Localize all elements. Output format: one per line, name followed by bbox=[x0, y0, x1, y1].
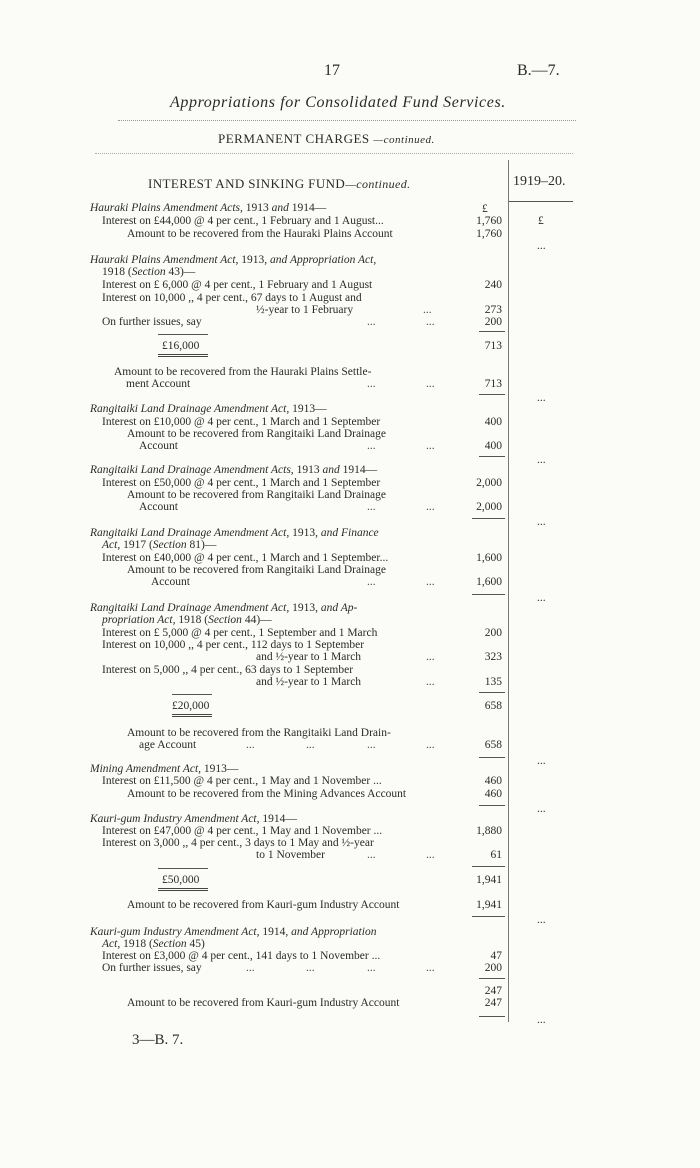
b5-title-act: Rangitaiki Land Drainage Amendment Act, bbox=[90, 527, 290, 539]
pound-sign-col1: £ bbox=[482, 203, 488, 215]
b2-value-4: 713 bbox=[484, 340, 502, 352]
b6-title2-end: 44)— bbox=[241, 614, 272, 626]
b2-line-4: On further issues, say bbox=[102, 316, 202, 328]
b5-title-year: 1913, bbox=[289, 527, 321, 539]
b5-end-rule bbox=[472, 594, 505, 595]
b8-total-rule-bottom bbox=[158, 888, 208, 891]
b4-title-end: 1914— bbox=[339, 464, 378, 476]
b6-value-4: 658 bbox=[484, 700, 502, 712]
b1-title-act: Hauraki Plains Amendment Acts, bbox=[90, 202, 243, 214]
b9-value-1: 47 bbox=[490, 950, 502, 962]
b6-line-1: Interest on £ 5,000 @ 4 per cent., 1 September and 1 March bbox=[102, 627, 378, 639]
column-divider-left bbox=[508, 160, 509, 1022]
b3-title-act: Rangitaiki Land Drainage Amendment Act, bbox=[90, 403, 290, 415]
b9-line-3: Amount to be recovered from Kauri-gum Industry Account bbox=[127, 997, 400, 1009]
b6-value-2: 323 bbox=[484, 651, 502, 663]
b4-line-1: Interest on £50,000 @ 4 per cent., 1 March and 1 September bbox=[102, 477, 381, 489]
b6-value-3: 135 bbox=[484, 676, 502, 688]
page-number: 17 bbox=[324, 62, 340, 79]
b1-title-year: 1913 bbox=[242, 202, 272, 214]
b3-year-ellipsis: ... bbox=[537, 454, 546, 466]
b5-title2-section: Section bbox=[152, 539, 187, 551]
b8-value-2: 61 bbox=[490, 849, 502, 861]
b7-value-1: 460 bbox=[484, 775, 502, 787]
subtitle-continued: —continued. bbox=[373, 134, 435, 146]
b6-sum-rule bbox=[479, 692, 505, 693]
b6-value-1: 200 bbox=[484, 627, 502, 639]
b2-total: £16,000 bbox=[162, 340, 200, 352]
b2-line-1: Interest on £ 6,000 @ 4 per cent., 1 February and 1 August bbox=[102, 279, 373, 291]
b1-title bbox=[90, 202, 326, 215]
b9-title2-year: 1918 ( bbox=[120, 938, 153, 950]
b7-title-year: 1913— bbox=[201, 763, 239, 775]
b2-value-3: 200 bbox=[484, 316, 502, 328]
b6-title2-act: propriation Act, bbox=[102, 614, 176, 626]
b9-dots-1: ... bbox=[246, 962, 255, 974]
page-title: Appropriations for Consolidated Fund Services. bbox=[170, 94, 506, 111]
b3-value-2: 400 bbox=[484, 440, 502, 452]
section-heading bbox=[148, 176, 411, 192]
b6-line-2: Interest on 10,000 ,, 4 per cent., 112 days to 1 September bbox=[102, 639, 365, 651]
b3-title bbox=[90, 403, 327, 416]
b9-dots-4: ... bbox=[426, 962, 435, 974]
b6-year-ellipsis: ... bbox=[537, 755, 546, 767]
b8-value-4: 1,941 bbox=[476, 899, 502, 911]
b1-year-ellipsis: ... bbox=[537, 240, 546, 252]
section-heading-cont: —continued. bbox=[345, 177, 411, 191]
b1-line-2: Amount to be recovered from the Hauraki Plains Account bbox=[127, 228, 393, 240]
b3-end-rule bbox=[479, 456, 505, 457]
b8-line-3: to 1 November bbox=[256, 849, 325, 861]
b5-title-line-2 bbox=[102, 539, 216, 552]
pound-sign-col2: £ bbox=[538, 215, 544, 227]
b6-line-7: age Account bbox=[139, 739, 197, 751]
b8-sum-rule bbox=[472, 866, 505, 867]
b5-year-ellipsis: ... bbox=[537, 592, 546, 604]
b5-line-3: Account bbox=[151, 576, 190, 588]
b3-dots-1: ... bbox=[367, 440, 376, 452]
b4-title-year: 1913 bbox=[293, 464, 323, 476]
section-subtitle bbox=[218, 131, 435, 147]
b9-sum-rule bbox=[479, 978, 505, 979]
b2-line-5: Amount to be recovered from the Hauraki Plains Settle- bbox=[114, 366, 372, 378]
b6-dots-3: ... bbox=[246, 739, 255, 751]
b6-dots-6: ... bbox=[426, 739, 435, 751]
b3-title-year: 1913— bbox=[289, 403, 327, 415]
b3-line-1: Interest on £10,000 @ 4 per cent., 1 March and 1 September bbox=[102, 416, 381, 428]
document-code: B.—7. bbox=[517, 62, 560, 79]
b6-total: £20,000 bbox=[172, 700, 210, 712]
b4-value-2: 2,000 bbox=[476, 501, 502, 513]
b2-line-3: ½-year to 1 February bbox=[256, 304, 354, 316]
b3-dots-2: ... bbox=[426, 440, 435, 452]
b6-title-act: Rangitaiki Land Drainage Amendment Act, bbox=[90, 602, 290, 614]
b4-year-ellipsis: ... bbox=[537, 516, 546, 528]
b8-line-4: Amount to be recovered from Kauri-gum Industry Account bbox=[127, 899, 400, 911]
b2-end-rule bbox=[479, 394, 505, 395]
b5-value-2: 1,600 bbox=[476, 576, 502, 588]
b4-end-rule bbox=[472, 518, 505, 519]
b1-title-and: and bbox=[271, 202, 289, 214]
b8-total-rule-top bbox=[158, 868, 208, 869]
b2-dots-4: ... bbox=[367, 378, 376, 390]
b3-value-1: 400 bbox=[484, 416, 502, 428]
b5-title2-end: 81)— bbox=[186, 539, 217, 551]
b2-dots-2: ... bbox=[367, 316, 376, 328]
b6-line-6: Amount to be recovered from the Rangitaiki Land Drain- bbox=[127, 727, 391, 739]
b6-total-rule-bottom bbox=[172, 714, 212, 717]
b2-total-rule-top bbox=[158, 334, 208, 335]
b2-title-act: Hauraki Plains Amendment Act, bbox=[90, 254, 239, 266]
b2-total-rule-bottom bbox=[158, 354, 208, 357]
b2-title-year: 1913, bbox=[238, 254, 271, 266]
b2-title2-year: 1918 ( bbox=[102, 266, 132, 278]
b2-dots-5: ... bbox=[426, 378, 435, 390]
b1-line-1: Interest on £44,000 @ 4 per cent., 1 February and 1 August... bbox=[102, 215, 384, 227]
b3-line-3: Account bbox=[139, 440, 178, 452]
b8-total: £50,000 bbox=[162, 874, 200, 886]
b8-title-year: 1914— bbox=[259, 813, 297, 825]
b2-title-line-2 bbox=[102, 266, 195, 279]
b6-title-approp: and Ap- bbox=[320, 602, 358, 614]
b6-line-5: and ½-year to 1 March bbox=[256, 676, 362, 688]
b6-title2-section: Section bbox=[208, 614, 242, 626]
b9-title2-act: Act, bbox=[102, 938, 121, 950]
b9-value-4: 247 bbox=[484, 997, 502, 1009]
b6-value-5: 658 bbox=[484, 739, 502, 751]
subtitle-rule bbox=[95, 153, 573, 154]
b4-dots-1: ... bbox=[367, 501, 376, 513]
b4-title-act: Rangitaiki Land Drainage Amendment Acts, bbox=[90, 464, 294, 476]
title-rule bbox=[118, 120, 576, 121]
b6-dots-4: ... bbox=[306, 739, 315, 751]
b8-value-1: 1,880 bbox=[476, 825, 502, 837]
b5-title2-act: Act, bbox=[102, 539, 121, 551]
b8-line-1: Interest on £47,000 @ 4 per cent., 1 May and 1 November ... bbox=[102, 825, 383, 837]
b5-title-finance: and Finance bbox=[320, 527, 379, 539]
b5-line-1: Interest on £40,000 @ 4 per cent., 1 March and 1 September... bbox=[102, 552, 389, 564]
b7-end-rule bbox=[479, 805, 505, 806]
b1-value-1: 1,760 bbox=[476, 215, 502, 227]
b2-dots-1: ... bbox=[423, 304, 432, 316]
b5-line-2: Amount to be recovered from Rangitaiki Land Drainage bbox=[127, 564, 386, 576]
b9-dots-2: ... bbox=[306, 962, 315, 974]
b6-title-line-2 bbox=[102, 614, 272, 627]
b8-year-ellipsis: ... bbox=[537, 914, 546, 926]
b9-dots-3: ... bbox=[367, 962, 376, 974]
b8-line-2: Interest on 3,000 ,, 4 per cent., 3 days to 1 May and ½-year bbox=[102, 837, 374, 849]
b9-title-act: Kauri-gum Industry Amendment Act, bbox=[90, 926, 260, 938]
b6-dots-2: ... bbox=[426, 676, 435, 688]
b2-title2-section: Section bbox=[131, 266, 166, 278]
b7-line-2: Amount to be recovered from the Mining Advances Account bbox=[127, 788, 407, 800]
b6-title-year: 1913, bbox=[289, 602, 321, 614]
b6-dots-5: ... bbox=[367, 739, 376, 751]
b8-dots-2: ... bbox=[426, 849, 435, 861]
b9-value-3: 247 bbox=[484, 985, 502, 997]
b5-title2-year: 1917 ( bbox=[120, 539, 153, 551]
b2-title2-end: 43)— bbox=[165, 266, 196, 278]
b2-value-5: 713 bbox=[484, 378, 502, 390]
b7-year-ellipsis: ... bbox=[537, 803, 546, 815]
b4-dots-2: ... bbox=[426, 501, 435, 513]
b6-title2-year: 1918 ( bbox=[175, 614, 209, 626]
b2-dots-3: ... bbox=[426, 316, 435, 328]
b9-title-year: 1914, bbox=[259, 926, 292, 938]
b4-title-and: and bbox=[322, 464, 340, 476]
b9-title2-section: Section bbox=[152, 938, 187, 950]
b6-total-rule-top bbox=[172, 694, 212, 695]
b8-dots-1: ... bbox=[367, 849, 376, 861]
b6-line-4: Interest on 5,000 ,, 4 per cent., 63 days to 1 September bbox=[102, 664, 354, 676]
b8-end-rule bbox=[472, 916, 505, 917]
b9-title-approp: and Appropriation bbox=[291, 926, 377, 938]
b1-title-end: 1914— bbox=[288, 202, 327, 214]
b2-sum-rule bbox=[479, 331, 505, 332]
b9-title2-end: 45) bbox=[186, 938, 205, 950]
b2-value-2: 273 bbox=[484, 304, 502, 316]
b6-line-3: and ½-year to 1 March bbox=[256, 651, 362, 663]
footer-reference: 3—B. 7. bbox=[132, 1032, 184, 1048]
b8-title-act: Kauri-gum Industry Amendment Act, bbox=[90, 813, 260, 825]
b9-line-1: Interest on £3,000 @ 4 per cent., 141 days to 1 November ... bbox=[102, 950, 381, 962]
b5-dots-2: ... bbox=[426, 576, 435, 588]
b5-dots-1: ... bbox=[367, 576, 376, 588]
b7-line-1: Interest on £11,500 @ 4 per cent., 1 May and 1 November ... bbox=[102, 775, 382, 787]
b2-year-ellipsis: ... bbox=[537, 392, 546, 404]
b7-value-2: 460 bbox=[484, 788, 502, 800]
section-heading-main: INTEREST AND SINKING FUND bbox=[148, 176, 346, 191]
b2-title-approp: and Appropriation Act, bbox=[270, 254, 377, 266]
year-column-rule bbox=[509, 201, 573, 202]
b4-value-1: 2,000 bbox=[476, 477, 502, 489]
b4-line-2: Amount to be recovered from Rangitaiki Land Drainage bbox=[127, 489, 386, 501]
b2-value-1: 240 bbox=[484, 279, 502, 291]
b2-line-2: Interest on 10,000 ,, 4 per cent., 67 days to 1 August and bbox=[102, 292, 362, 304]
b9-end-rule bbox=[479, 1016, 505, 1017]
b6-dots-1: ... bbox=[426, 651, 435, 663]
b1-value-2: 1,760 bbox=[476, 228, 502, 240]
b8-value-3: 1,941 bbox=[476, 874, 502, 886]
b4-title bbox=[90, 464, 377, 477]
b4-line-3: Account bbox=[139, 501, 178, 513]
b5-value-1: 1,600 bbox=[476, 552, 502, 564]
b7-title-act: Mining Amendment Act, bbox=[90, 763, 202, 775]
b9-value-2: 200 bbox=[484, 962, 502, 974]
subtitle-main: PERMANENT CHARGES bbox=[218, 131, 370, 146]
b9-line-2: On further issues, say bbox=[102, 962, 202, 974]
year-column-header: 1919–20. bbox=[513, 174, 566, 189]
b3-line-2: Amount to be recovered from Rangitaiki Land Drainage bbox=[127, 428, 386, 440]
b9-year-ellipsis: ... bbox=[537, 1014, 546, 1026]
b6-end-rule bbox=[479, 757, 505, 758]
b2-line-6: ment Account bbox=[126, 378, 191, 390]
